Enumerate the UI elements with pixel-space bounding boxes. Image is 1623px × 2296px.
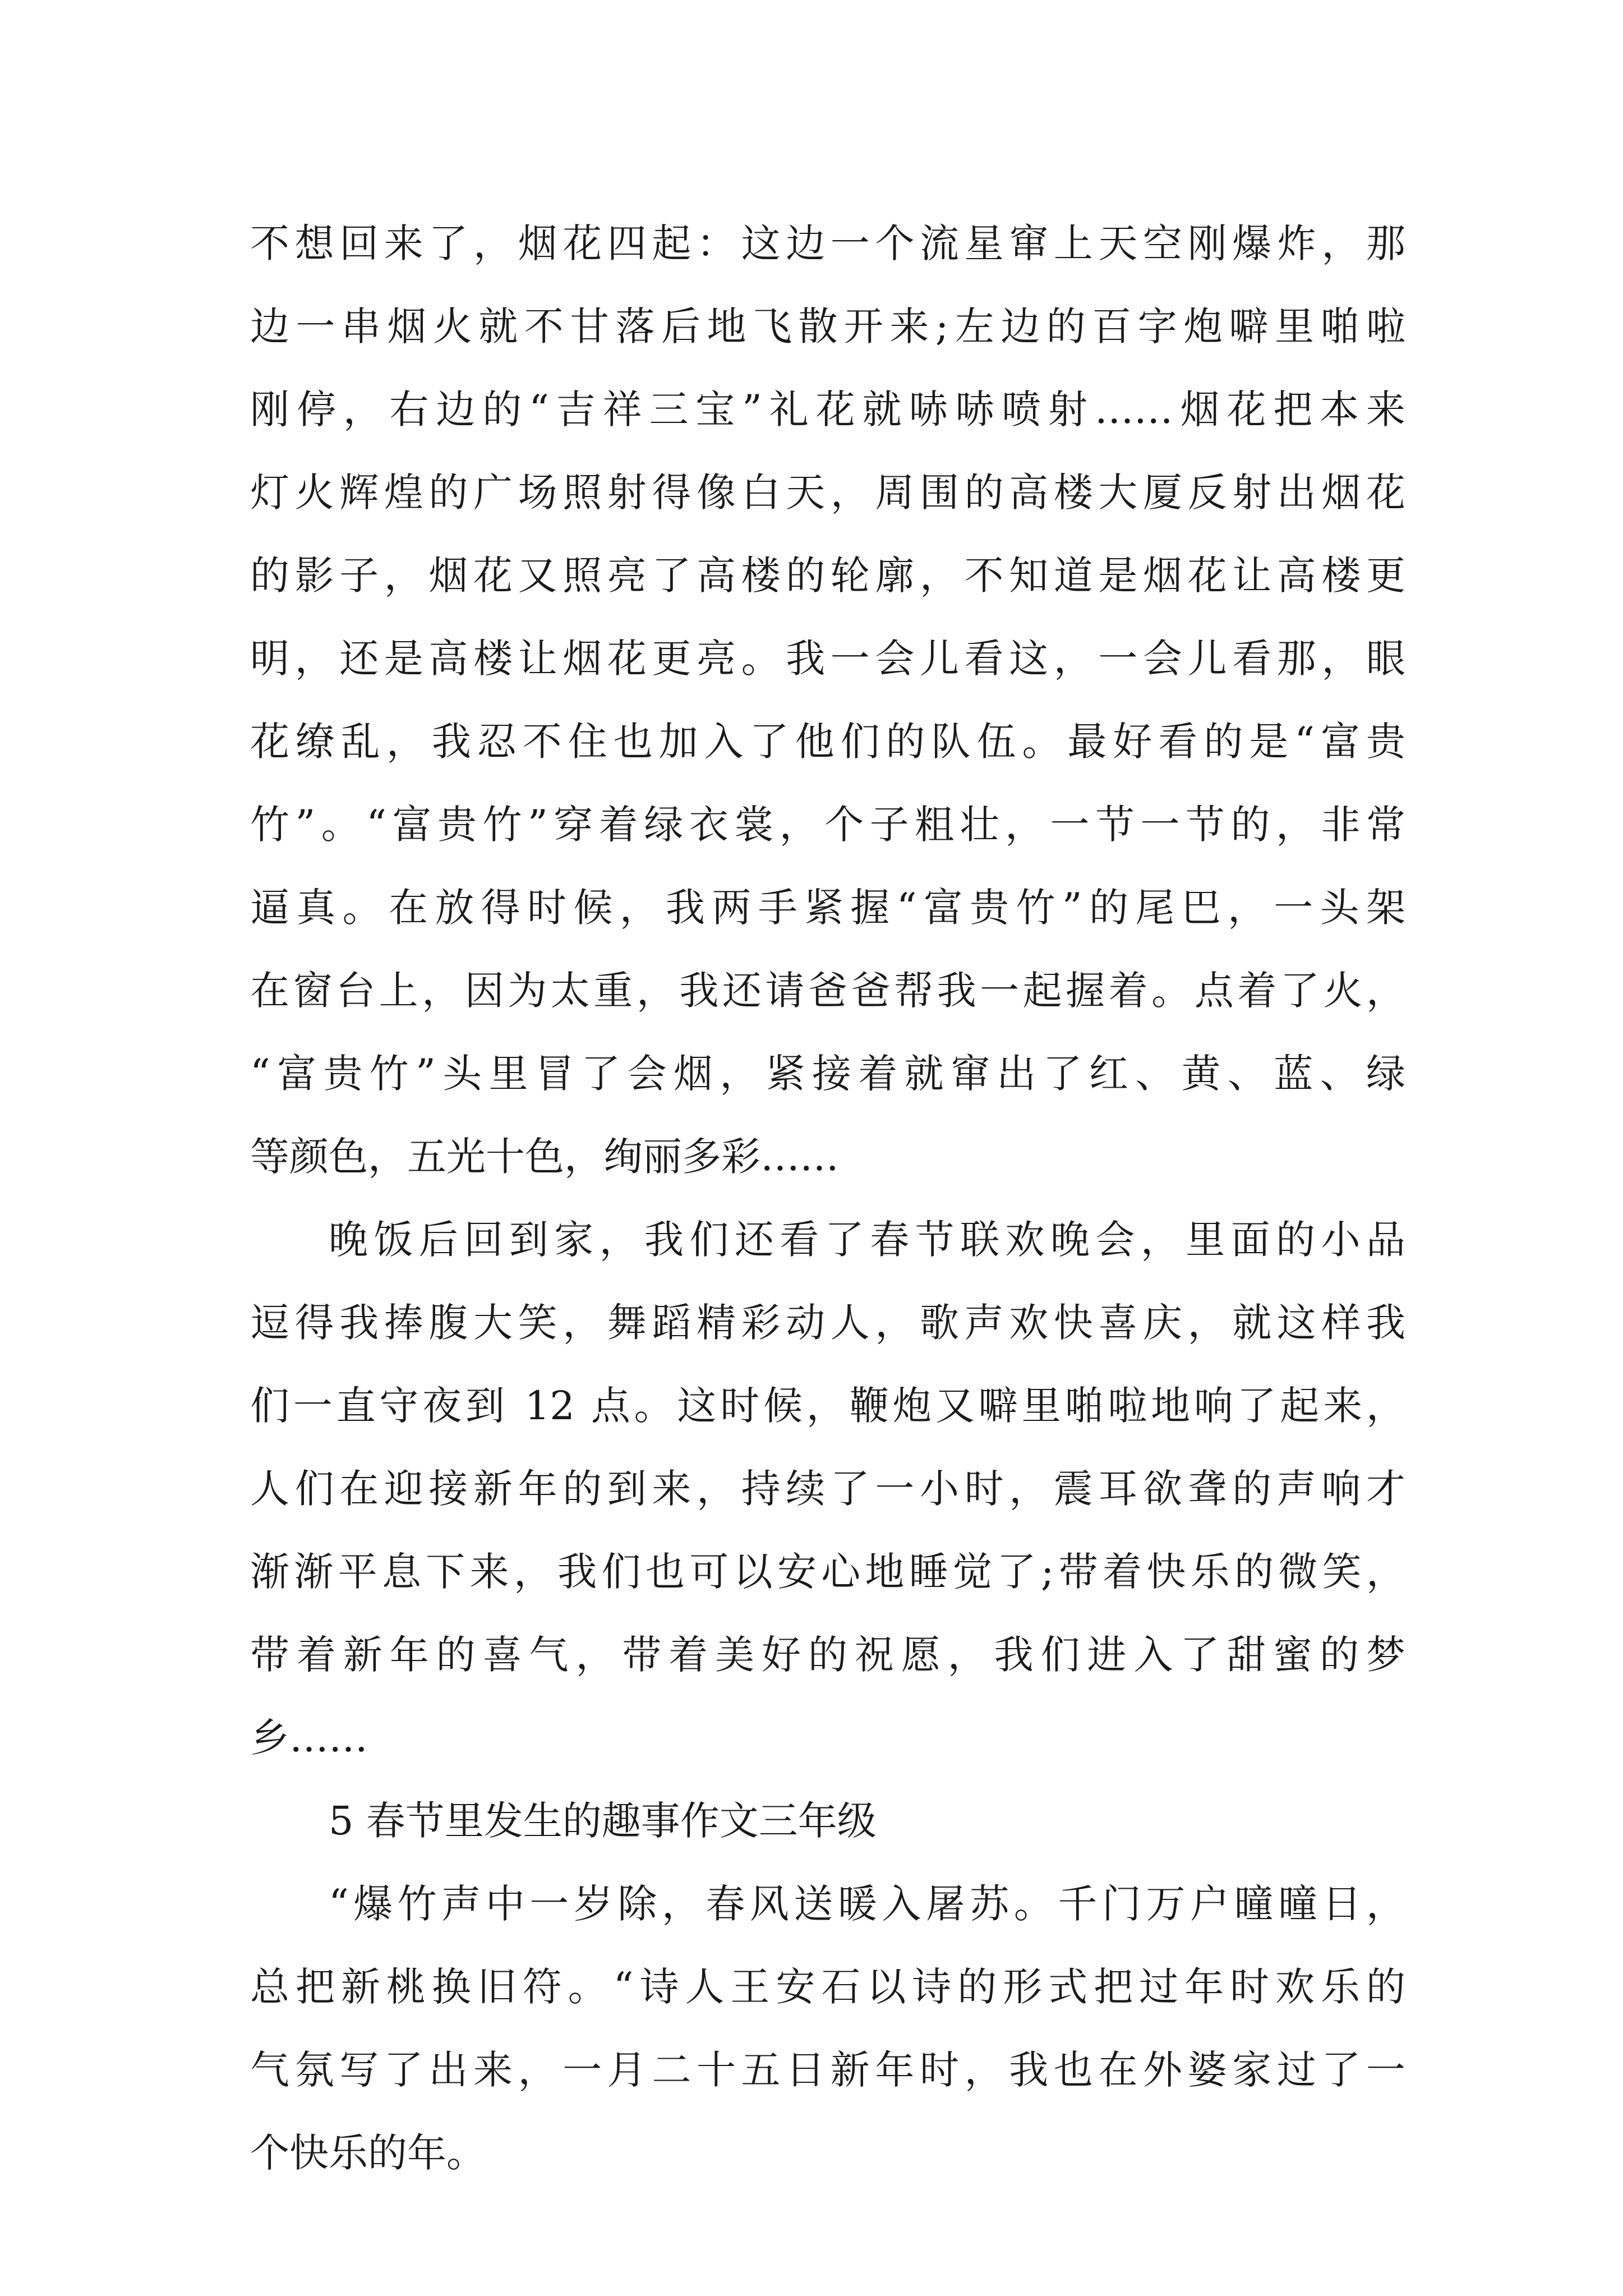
- paragraph-line: 带着新年的喜气，带着美好的祝愿，我们进入了甜蜜的梦: [250, 1632, 1405, 1678]
- paragraph-line: 的影子，烟花又照亮了高楼的轮廓，不知道是烟花让高楼更: [250, 553, 1405, 599]
- paragraph-line: 晚饭后回到家，我们还看了春节联欢晚会，里面的小品: [329, 1217, 1405, 1263]
- paragraph-line: 渐渐平息下来，我们也可以安心地睡觉了;带着快乐的微笑，: [250, 1549, 1405, 1595]
- paragraph-line: 个快乐的年。: [250, 2130, 486, 2176]
- paragraph-line: 乡……: [250, 1715, 368, 1761]
- paragraph-line: 边一串烟火就不甘落后地飞散开来;左边的百字炮噼里啪啦: [250, 303, 1405, 349]
- paragraph-line: 逗得我捧腹大笑，舞蹈精彩动人，歌声欢快喜庆，就这样我: [250, 1300, 1405, 1346]
- paragraph-line: 灯火辉煌的广场照射得像白天，周围的高楼大厦反射出烟花: [250, 470, 1405, 516]
- paragraph-line: 刚停，右边的“吉祥三宝”礼花就哧哧喷射……烟花把本来: [250, 386, 1405, 432]
- paragraph-line: 等颜色，五光十色，绚丽多彩……: [250, 1134, 839, 1180]
- paragraph-line: 不想回来了，烟花四起：这边一个流星窜上天空刚爆炸，那: [250, 220, 1405, 266]
- paragraph-line: 总把新桃换旧符。“诗人王安石以诗的形式把过年时欢乐的: [250, 1964, 1405, 2010]
- paragraph-line: 气氛写了出来，一月二十五日新年时，我也在外婆家过了一: [250, 2047, 1405, 2093]
- paragraph-line: “富贵竹”头里冒了会烟，紧接着就窜出了红、黄、蓝、绿: [250, 1051, 1405, 1097]
- section-heading: 5 春节里发生的趣事作文三年级: [329, 1798, 877, 1844]
- paragraph-line: 花缭乱，我忍不住也加入了他们的队伍。最好看的是“富贵: [250, 719, 1405, 765]
- paragraph-line: “爆竹声中一岁除，春风送暖入屠苏。千门万户曈曈日，: [329, 1881, 1405, 1927]
- paragraph-line: 明，还是高楼让烟花更亮。我一会儿看这，一会儿看那，眼: [250, 636, 1405, 682]
- paragraph-line: 人们在迎接新年的到来，持续了一小时，震耳欲聋的声响才: [250, 1466, 1405, 1512]
- paragraph-line: 逼真。在放得时候，我两手紧握“富贵竹”的尾巴，一头架: [250, 885, 1405, 931]
- paragraph-line: 在窗台上，因为太重，我还请爸爸帮我一起握着。点着了火，: [250, 968, 1405, 1014]
- paragraph-line: 竹”。“富贵竹”穿着绿衣裳，个子粗壮，一节一节的，非常: [250, 802, 1405, 848]
- paragraph-line: 们一直守夜到 12 点。这时候，鞭炮又噼里啪啦地响了起来，: [250, 1383, 1405, 1429]
